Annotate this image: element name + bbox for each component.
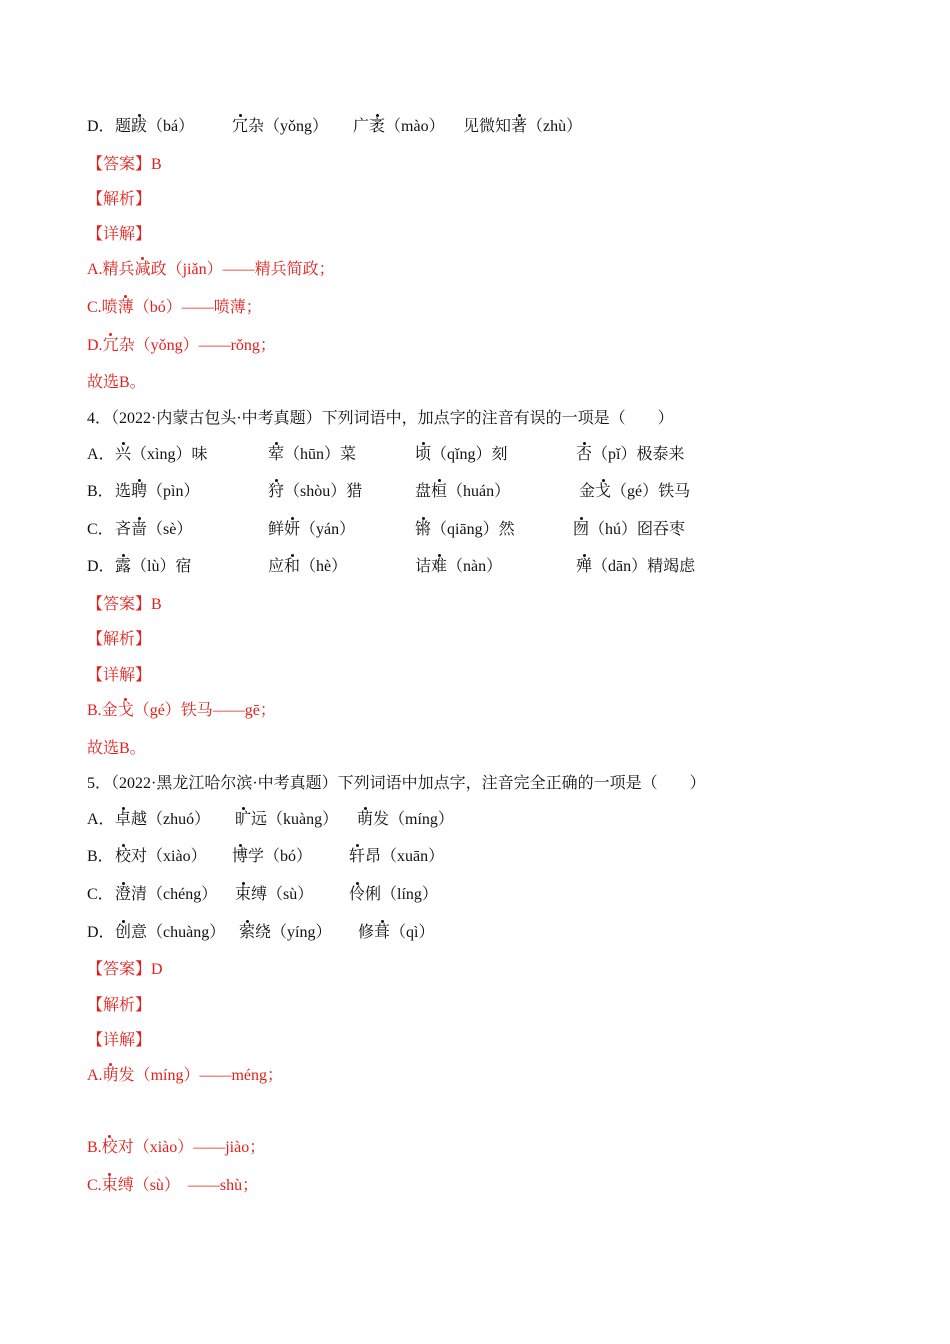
q5-opt-a-item-3: 萌发（míng）	[357, 811, 454, 828]
q5-analysis-heading: 【解析】	[87, 997, 152, 1014]
q5-detail-3: C.束缚（sù） ——shù；	[87, 1177, 259, 1194]
dotted-char: 戈	[595, 483, 612, 500]
q5-opt-b-item-3: 轩昂（xuān）	[349, 848, 445, 865]
dotted-char: 葺	[374, 924, 391, 941]
q5-opt-c-item-2: 束缚（sù）	[235, 886, 314, 903]
q4-opt-b-item-1: 选聘（pìn）	[115, 483, 200, 500]
dotted-char: 萦	[239, 924, 256, 941]
dotted-char: 殚	[576, 558, 593, 575]
q4-opt-b-item-4: 金戈（gé）铁马	[579, 483, 691, 500]
dotted-char: 冗	[232, 118, 249, 135]
q4-option-b-label: B．	[87, 483, 114, 500]
dotted-char: 难	[431, 558, 448, 575]
q5-option-a-label: A．	[87, 811, 115, 828]
dotted-char: 袤	[369, 118, 386, 135]
q5-answer: 【答案】D	[87, 961, 163, 978]
dotted-char: 冗	[102, 337, 119, 354]
q5-opt-a-item-1: 卓越（zhuó）	[115, 811, 211, 828]
q5-opt-b-item-2: 博学（bó）	[232, 848, 313, 865]
q4-opt-c-item-2: 鲜妍（yán）	[268, 521, 356, 538]
dotted-char: 锵	[415, 521, 432, 538]
dotted-char: 卓	[115, 811, 132, 828]
q5-detail-2: B.校对（xiào）——jiào；	[87, 1139, 266, 1156]
q3-opt-d-item-1: 题跋（bá）	[115, 118, 195, 135]
dotted-char: 啬	[131, 521, 148, 538]
dotted-char: 轩	[349, 848, 366, 865]
dotted-char: 校	[101, 1139, 118, 1156]
dotted-char: 束	[235, 886, 252, 903]
dotted-char: 和	[284, 558, 301, 575]
q5-detail-heading: 【详解】	[87, 1032, 152, 1049]
q3-option-d	[87, 117, 115, 137]
q4-opt-c-item-4: 囫（hú）囵吞枣	[573, 521, 686, 538]
dotted-char: 博	[232, 848, 249, 865]
q4-opt-d-item-3: 诘难（nàn）	[415, 558, 503, 575]
q4-detail-1: B.金戈（gé）铁马——gē；	[87, 702, 276, 719]
dotted-char: 萌	[357, 811, 374, 828]
q5-option-b-label: B．	[87, 848, 114, 865]
dotted-char: 旷	[235, 811, 252, 828]
option-label: D．	[87, 118, 115, 135]
q4-detail-heading: 【详解】	[87, 667, 152, 684]
q5-opt-c-item-3: 伶俐（líng）	[349, 886, 438, 903]
q3-opt-d-item-2: 冗杂（yǒng）	[232, 118, 329, 135]
q4-opt-d-item-1: 露（lù）宿	[115, 558, 192, 575]
dotted-char: 狩	[268, 483, 285, 500]
q4-stem: 4．（2022·内蒙古包头·中考真题）下列词语中，加点字的注音有误的一项是（ ）	[87, 410, 674, 427]
q3-detail-3: D.冗杂（yǒng）——rǒng；	[87, 337, 276, 354]
q4-opt-a-item-1: 兴（xìng）味	[115, 446, 208, 463]
dotted-char: 薄	[117, 299, 134, 316]
q3-opt-d-item-3: 广袤（mào）	[353, 118, 445, 135]
q4-opt-c-item-1: 吝啬（sè）	[115, 521, 193, 538]
dotted-char: 兴	[115, 446, 132, 463]
q5-option-c-label: C．	[87, 886, 114, 903]
q4-opt-d-item-2: 应和（hè）	[268, 558, 348, 575]
dotted-char: 束	[101, 1177, 118, 1194]
dotted-char: 囫	[573, 521, 590, 538]
q4-opt-b-item-2: 狩（shòu）猎	[268, 483, 363, 500]
q4-conclusion: 故选B。	[87, 740, 146, 757]
dotted-char: 妍	[284, 521, 301, 538]
dotted-char: 创	[115, 924, 132, 941]
q5-opt-b-item-1: 校对（xiào）	[115, 848, 207, 865]
q5-opt-d-item-1: 创意（chuàng）	[115, 924, 226, 941]
q4-answer: 【答案】B	[87, 596, 162, 613]
q4-opt-a-item-2: 荤（hūn）菜	[268, 446, 357, 463]
q4-option-c-label: C．	[87, 521, 114, 538]
dotted-char: 戈	[117, 702, 134, 719]
q5-option-d-label: D．	[87, 924, 115, 941]
q4-opt-b-item-3: 盘桓（huán）	[415, 483, 511, 500]
dotted-char: 校	[115, 848, 132, 865]
dotted-char: 减	[134, 261, 151, 278]
q4-opt-c-item-3: 锵（qiāng）然	[415, 521, 515, 538]
q4-opt-a-item-3: 顷（qǐng）刻	[415, 446, 508, 463]
q3-analysis-heading: 【解析】	[87, 191, 152, 208]
dotted-char: 露	[115, 558, 132, 575]
q5-opt-d-item-3: 修葺（qì）	[358, 924, 435, 941]
dotted-char: 跋	[131, 118, 148, 135]
q5-opt-d-item-2: 萦绕（yíng）	[239, 924, 332, 941]
q3-conclusion: 故选B。	[87, 374, 146, 391]
dotted-char: 澄	[115, 886, 132, 903]
q4-option-d-label: D．	[87, 558, 115, 575]
dotted-char: 顷	[415, 446, 432, 463]
q4-opt-d-item-4: 殚（dān）精竭虑	[576, 558, 696, 575]
dotted-char: 否	[576, 446, 593, 463]
q5-stem: 5．（2022·黑龙江哈尔滨·中考真题）下列词语中加点字，注音完全正确的一项是（ ）	[87, 775, 706, 792]
q3-detail-1: A.精兵减政（jiǎn）——精兵简政；	[87, 261, 335, 278]
dotted-char: 萌	[102, 1067, 119, 1084]
q4-analysis-heading: 【解析】	[87, 631, 152, 648]
q4-option-a-label: A．	[87, 446, 115, 463]
q3-opt-d-item-4: 见微知著（zhù）	[463, 118, 583, 135]
q5-opt-a-item-2: 旷远（kuàng）	[235, 811, 339, 828]
q3-detail-heading: 【详解】	[87, 226, 152, 243]
q4-opt-a-item-4: 否（pǐ）极泰来	[576, 446, 685, 463]
q5-detail-1: A.萌发（míng）——méng；	[87, 1067, 284, 1084]
dotted-char: 伶	[349, 886, 366, 903]
dotted-char: 著	[511, 118, 528, 135]
dotted-char: 桓	[431, 483, 448, 500]
q5-opt-c-item-1: 澄清（chéng）	[115, 886, 218, 903]
q3-answer: 【答案】B	[87, 156, 162, 173]
q3-detail-2: C.喷薄（bó）——喷薄；	[87, 299, 262, 316]
dotted-char: 聘	[131, 483, 148, 500]
dotted-char: 荤	[268, 446, 285, 463]
